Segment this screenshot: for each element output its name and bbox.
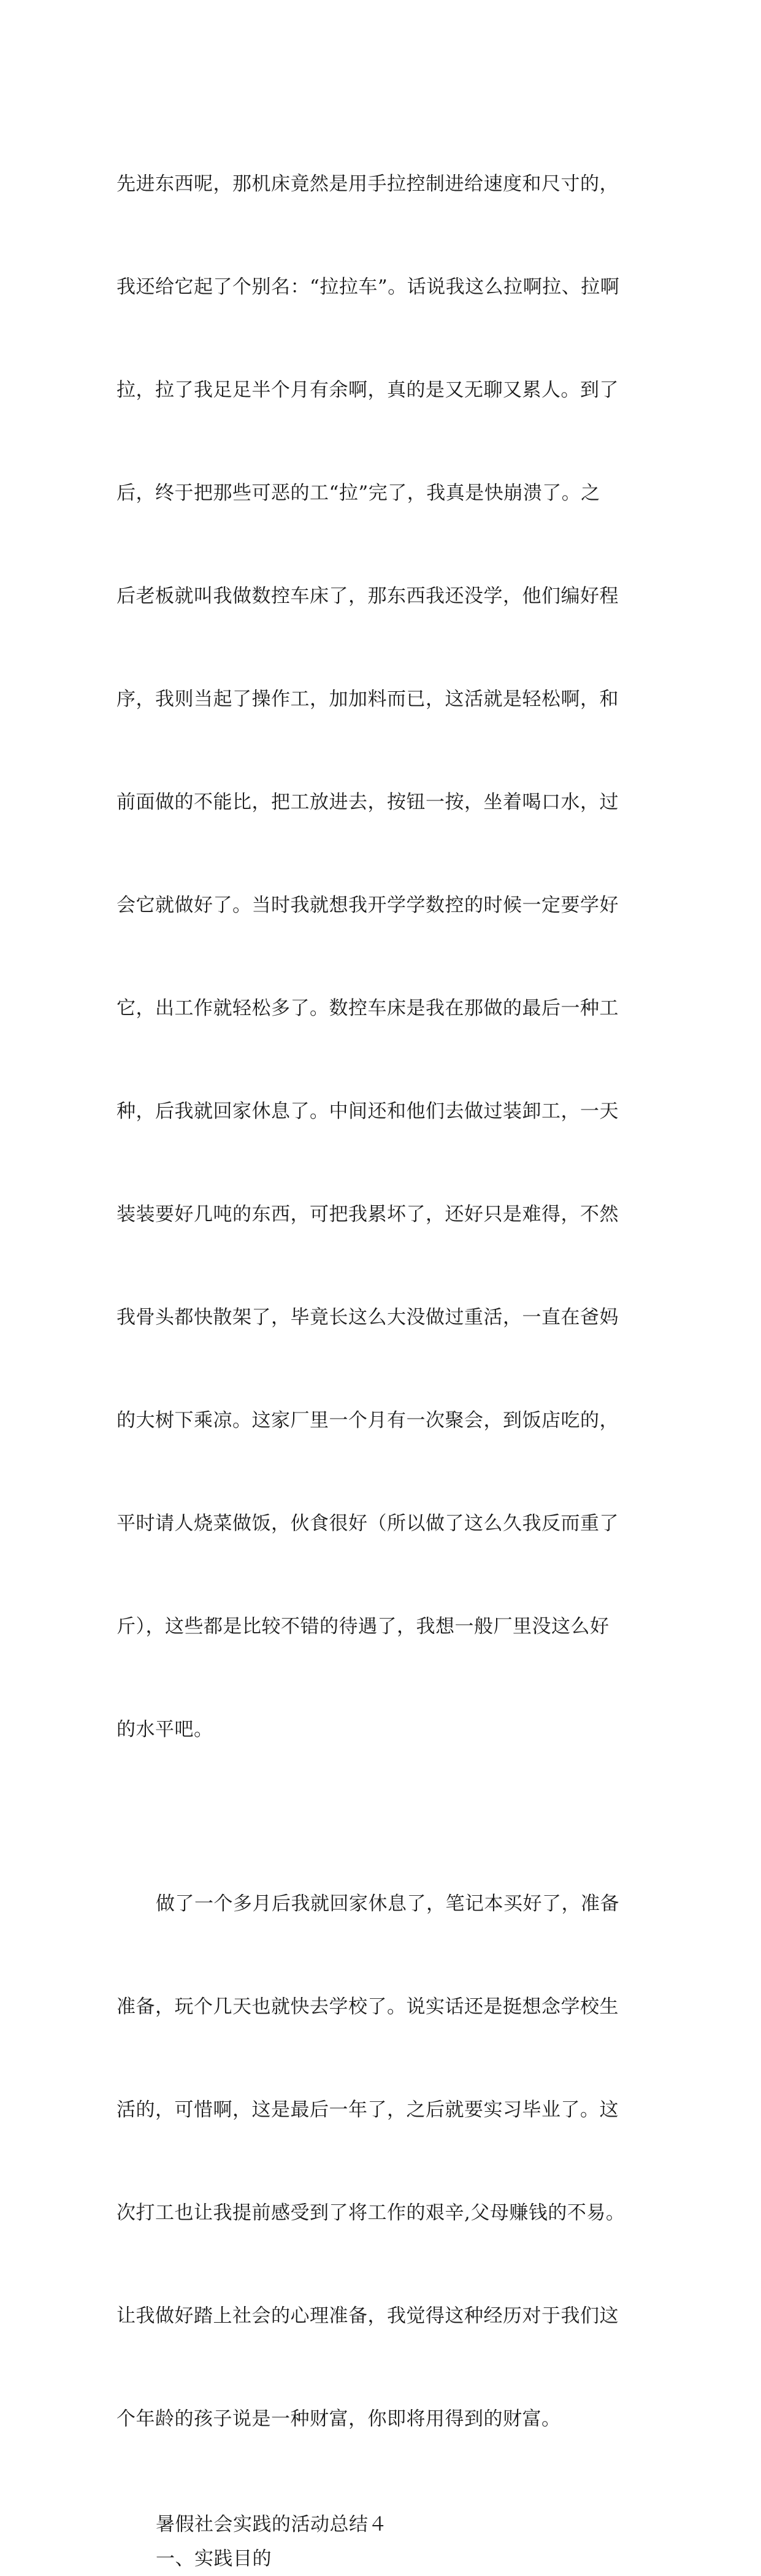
paragraph-1: [117, 98, 650, 1815]
text-line: 做了一个多月后我就回家休息了，笔记本买好了，准备: [156, 1893, 619, 1915]
section-title: 暑假社会实践的活动总结４: [156, 2513, 388, 2536]
text-line: 它，出工作就轻松多了。数控车床是我在那做的最后一种工: [117, 997, 619, 1019]
paragraph-2: [117, 1818, 650, 2505]
text-line: 会它就做好了。当时我就想我开学学数控的时候一定要学好: [117, 894, 619, 916]
text-line: 的水平吧。: [117, 1719, 213, 1741]
text-line: 的大树下乘凉。这家厂里一个月有一次聚会，到饭店吃的，: [117, 1409, 619, 1432]
subsection-title: 一、实践目的: [156, 2548, 272, 2570]
text-line: 个年龄的孩子说是一种财富，你即将用得到的财富。: [117, 2408, 561, 2430]
text-line: 活的，可惜啊，这是最后一年了，之后就要实习毕业了。这: [117, 2099, 619, 2121]
text-line: 斤），这些都是比较不错的待遇了，我想一般厂里没这么好: [117, 1616, 610, 1638]
text-line: 前面做的不能比，把工放进去，按钮一按，坐着喝口水，过: [117, 791, 619, 813]
text-line: 准备，玩个几天也就快去学校了。说实话还是挺想念学校生: [117, 1996, 619, 2018]
text-line: 先进东西呢，那机床竟然是用手拉控制进给速度和尺寸的，: [117, 173, 619, 195]
text-line: 后老板就叫我做数控车床了，那东西我还没学，他们编好程: [117, 585, 619, 607]
text-line: 我骨头都快散架了，毕竟长这么大没做过重活，一直在爸妈: [117, 1306, 619, 1328]
text-line: 平时请人烧菜做饭，伙食很好（所以做了这么久我反而重了: [117, 1512, 619, 1535]
text-line: 后，终于把那些可恶的工“拉”完了，我真是快崩溃了。之: [117, 482, 600, 504]
text-line: 装装要好几吨的东西，可把我累坏了，还好只是难得，不然: [117, 1203, 619, 1225]
text-line: 拉，拉了我足足半个月有余啊，真的是又无聊又累人。到了: [117, 379, 619, 401]
text-line: 让我做好踏上社会的心理准备，我觉得这种经历对于我们这: [117, 2305, 619, 2327]
text-line: 种，后我就回家休息了。中间还和他们去做过装卸工，一天: [117, 1100, 619, 1122]
text-line: 次打工也让我提前感受到了将工作的艰辛,父母赚钱的不易。: [117, 2202, 625, 2224]
document-page: [117, 98, 650, 2576]
text-line: 我还给它起了个别名：“拉拉车”。话说我这么拉啊拉、拉啊: [117, 276, 620, 298]
text-line: 序，我则当起了操作工，加加料而已，这活就是轻松啊，和: [117, 688, 619, 710]
